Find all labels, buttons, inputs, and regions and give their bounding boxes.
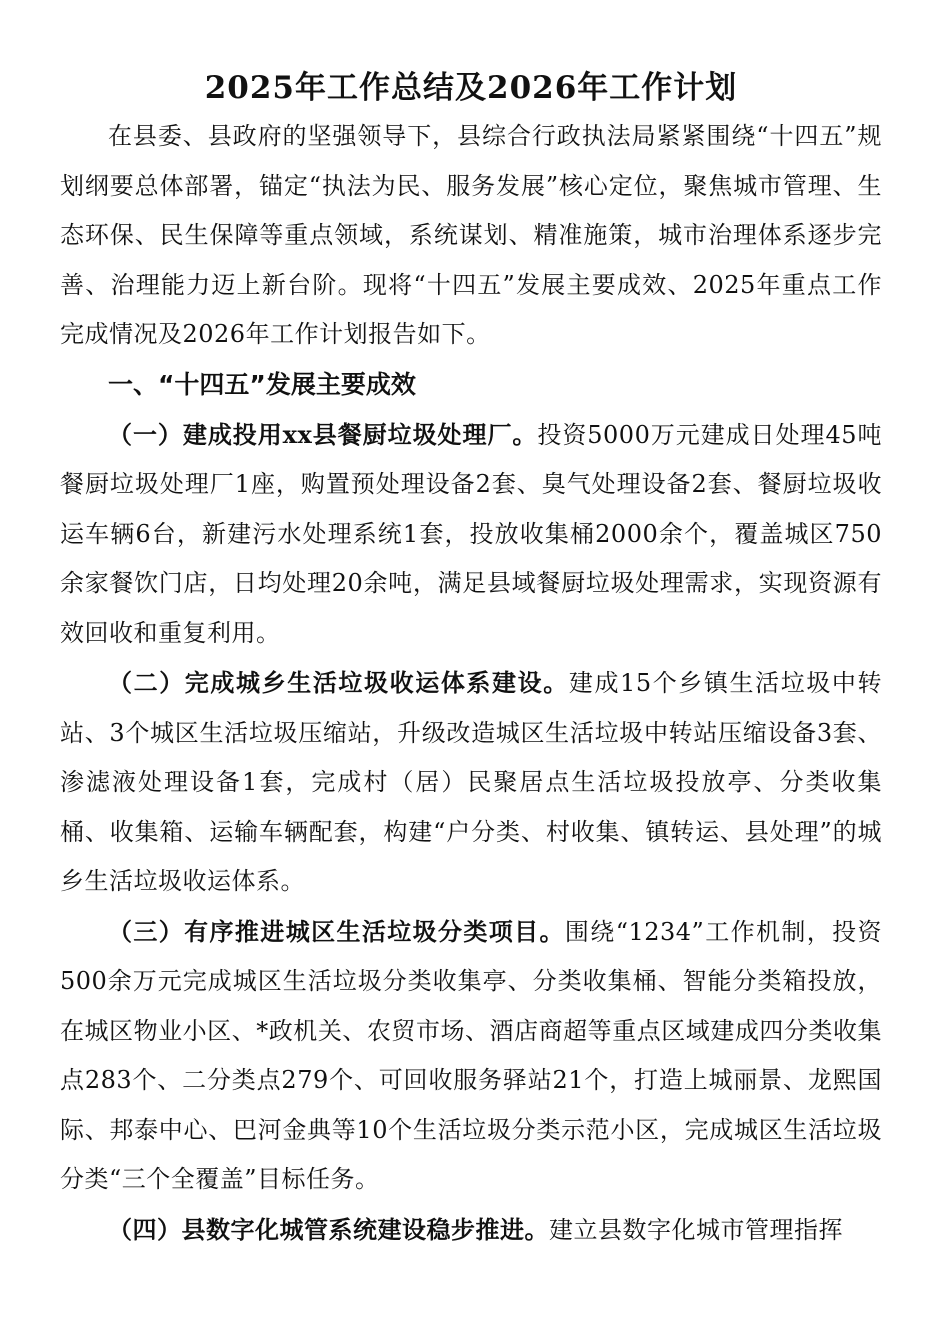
document-title: 2025年工作总结及2026年工作计划 — [204, 70, 738, 106]
item-paragraph-2 — [60, 658, 882, 907]
item-paragraph-1 — [60, 410, 882, 659]
item-paragraph-3 — [60, 907, 882, 1205]
item-body: 围绕“1234”工作机制，投资500余万元完成城区生活垃圾分类收集亭、分类收集桶、智能分类箱投放，在城区物业小区、*政机关、农贸市场、酒店商超等重点区域建成四分类收集点283个、二分类点279个、可回收服务驿站21个，打造上城丽景、龙熙国际、邦泰中心、巴河金典等10个生活垃圾分类示范小区，完成城区生活垃圾分类“三个全覆盖”目标任务。 — [60, 917, 882, 1193]
item-paragraph-4 — [60, 1205, 882, 1256]
item-heading: （四）县数字化城管系统建设稳步推进。 — [108, 1214, 549, 1244]
item-body: 投资5000万元建成日处理45吨餐厨垃圾处理厂1座，购置预处理设备2套、臭气处理设备2套、餐厨垃圾收运车辆6台，新建污水处理系统1套，投放收集桶2000余个，覆盖城区750余家餐饮门店，日均处理20余吨，满足县域餐厨垃圾处理需求，实现资源有效回收和重复利用。 — [60, 420, 882, 647]
intro-paragraph: 在县委、县政府的坚强领导下，县综合行政执法局紧紧围绕“十四五”规划纲要总体部署，锚定“执法为民、服务发展”核心定位，聚焦城市管理、生态环保、民生保障等重点领域，系统谋划、精准施策，城市治理体系逐步完善、治理能力迈上新台阶。现将“十四五”发展主要成效、2025年重点工作完成情况及2026年工作计划报告如下。 — [60, 122, 882, 348]
item-heading: （三）有序推进城区生活垃圾分类项目。 — [108, 916, 565, 946]
section-heading: 一、“十四五”发展主要成效 — [108, 369, 416, 399]
item-heading: （二）完成城乡生活垃圾收运体系建设。 — [108, 668, 569, 697]
item-heading: （一）建成投用xx县餐厨垃圾处理厂。 — [108, 419, 538, 449]
item-body: 建立县数字化城市管理指挥 — [549, 1215, 843, 1244]
item-body: 建成15个乡镇生活垃圾中转站、3个城区生活垃圾压缩站，升级改造城区生活垃圾中转站压缩设备3套、渗滤液处理设备1套，完成村（居）民聚居点生活垃圾投放亭、分类收集桶、收集箱、运输车辆配套，构建“户分类、村收集、镇转运、县处理”的城乡生活垃圾收运体系。 — [60, 669, 883, 895]
